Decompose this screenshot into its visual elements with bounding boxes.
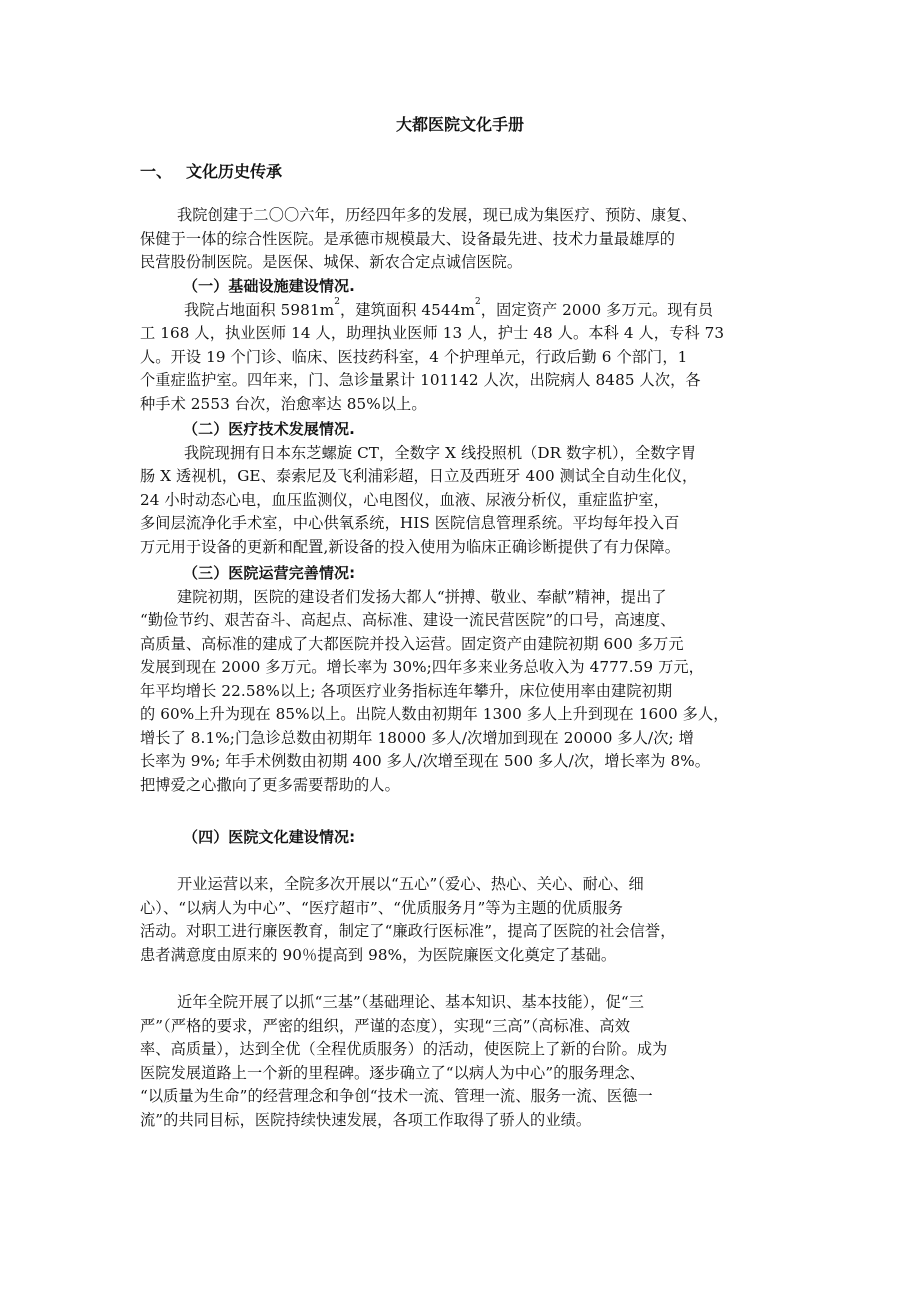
culture-paragraph-2 [140, 991, 785, 1132]
text-line: 患者满意度由原来的 90％提高到 98%，为医院廉医文化奠定了基础。 [140, 945, 617, 964]
text-fragment: 我院占地面积 5981m [184, 300, 335, 319]
text-line: 人。开设 19 个门诊、临床、医技药科室，4 个护理单元，行政后勤 6 个部门，1 [140, 347, 688, 366]
superscript: 2 [334, 296, 341, 307]
text-line: 发展到现在 2000 多万元。增长率为 30%;四年多来业务总收入为 4777.59 万元， [140, 658, 704, 676]
text-line: 严”（严格的要求，严密的组织，严谨的态度），实现“三高”（高标准、高效 [140, 1016, 630, 1035]
text-line: 增长了 8.1%;门急诊总数由初期年 18000 多人/次增加到现在 20000 多人/次; 增 [140, 728, 694, 747]
section-title: 文化历史传承 [186, 162, 283, 181]
text-line: 工 168 人，执业医师 14 人，助理执业医师 13 人，护士 48 人。本科 4 人，专科 73 [140, 324, 725, 342]
text-line [140, 296, 785, 323]
document-title: 大都医院文化手册 [395, 115, 524, 134]
subsection-heading: （二）医疗技术发展情况. [183, 420, 355, 438]
text-line: 多间层流净化手术室，中心供氧系统，HIS 医院信息管理系统。平均每年投入百 [140, 514, 680, 532]
superscript: 2 [474, 296, 481, 307]
text-fragment: ，固定资产 2000 多万元。现有员 [480, 300, 714, 319]
text-line: 医院发展道路上一个新的里程碑。逐步确立了“以病人为中心”的服务理念、 [140, 1063, 645, 1082]
text-line: 流”的共同目标，医院持续快速发展，各项工作取得了骄人的业绩。 [140, 1110, 592, 1129]
text-line: 民营股份制医院。是医保、城保、新农合定点诚信医院。 [140, 253, 523, 271]
section-heading [140, 160, 282, 184]
text-line: 活动。对职工进行廉医教育，制定了“廉政行医标准”，提高了医院的社会信誉， [140, 922, 676, 940]
subsection-heading: （三）医院运营完善情况: [183, 564, 356, 582]
text-line: 心）、“以病人为中心”、“医疗超市”、“优质服务月”等为主题的优质服务 [140, 898, 623, 917]
text-line: 个重症监护室。四年来，门、急诊量累计 101142 人次，出院病人 8485 人次，各 [140, 371, 701, 389]
text-line: 年平均增长 22.58%以上; 各项医疗业务指标连年攀升，床位使用率由建院初期 [140, 681, 673, 700]
culture-paragraph-1 [140, 873, 785, 967]
subsection-heading: （一）基础设施建设情况. [183, 277, 355, 295]
text-line: 长率为 9%; 年手术例数由初期 400 多人/次增至现在 500 多人/次，增长率为 8%。 [140, 752, 711, 770]
text-line: “勤俭节约、艰苦奋斗、高起点、高标准、建设一流民营医院”的口号，高速度、 [140, 611, 676, 629]
intro-paragraph [140, 204, 785, 275]
subsection-culture [140, 826, 785, 850]
text-line: 24 小时动态心电，血压监测仪，心电图仪，血液、尿液分析仪，重症监护室， [140, 490, 669, 509]
text-line: 我院现拥有日本东芝螺旋 CT，全数字 X 线投照机（DR 数字机），全数字胃 [184, 443, 697, 462]
subsection-operations [140, 562, 785, 797]
text-line: 近年全院开展了以抓“三基”（基础理论、基本知识、基本技能），促“三 [177, 993, 645, 1011]
text-line: 高质量、高标准的建成了大都医院并投入运营。固定资产由建院初期 600 多万元 [140, 634, 684, 653]
text-line: 把博爱之心撒向了更多需要帮助的人。 [140, 775, 400, 794]
text-line: 我院创建于二〇〇六年，历经四年多的发展，现已成为集医疗、预防、康复、 [177, 206, 697, 224]
section-number: 一、 [140, 162, 173, 181]
text-line: 肠 X 透视机，GE、泰索尼及飞利浦彩超，日立及西班牙 400 测试全自动生化仪， [140, 467, 698, 485]
subsection-heading: （四）医院文化建设情况: [183, 828, 356, 846]
text-line: 的 60%上升为现在 85%以上。出院人数由初期年 1300 多人上升到现在 1600 多人， [140, 705, 729, 723]
text-fragment: ，建筑面积 4544m [340, 300, 475, 319]
text-line: 开业运营以来，全院多次开展以“五心”（爱心、热心、关心、耐心、细 [177, 875, 644, 893]
text-line: 率、高质量），达到全优（全程优质服务）的活动，使医院上了新的台阶。成为 [140, 1040, 668, 1058]
subsection-technology [140, 418, 785, 559]
text-line: 万元用于设备的更新和配置,新设备的投入使用为临床正确诊断提供了有力保障。 [140, 537, 680, 556]
text-line: “以质量为生命”的经营理念和争创“技术一流、管理一流、服务一流、医德一 [140, 1087, 653, 1105]
text-line: 种手术 2553 台次，治愈率达 85%以上。 [140, 394, 427, 413]
subsection-infrastructure [140, 275, 785, 416]
text-line: 保健于一体的综合性医院。是承德市规模最大、设备最先进、技术力量最雄厚的 [140, 229, 676, 248]
text-line: 建院初期，医院的建设者们发扬大都人“拼搏、敬业、奉献”精神，提出了 [177, 587, 667, 606]
